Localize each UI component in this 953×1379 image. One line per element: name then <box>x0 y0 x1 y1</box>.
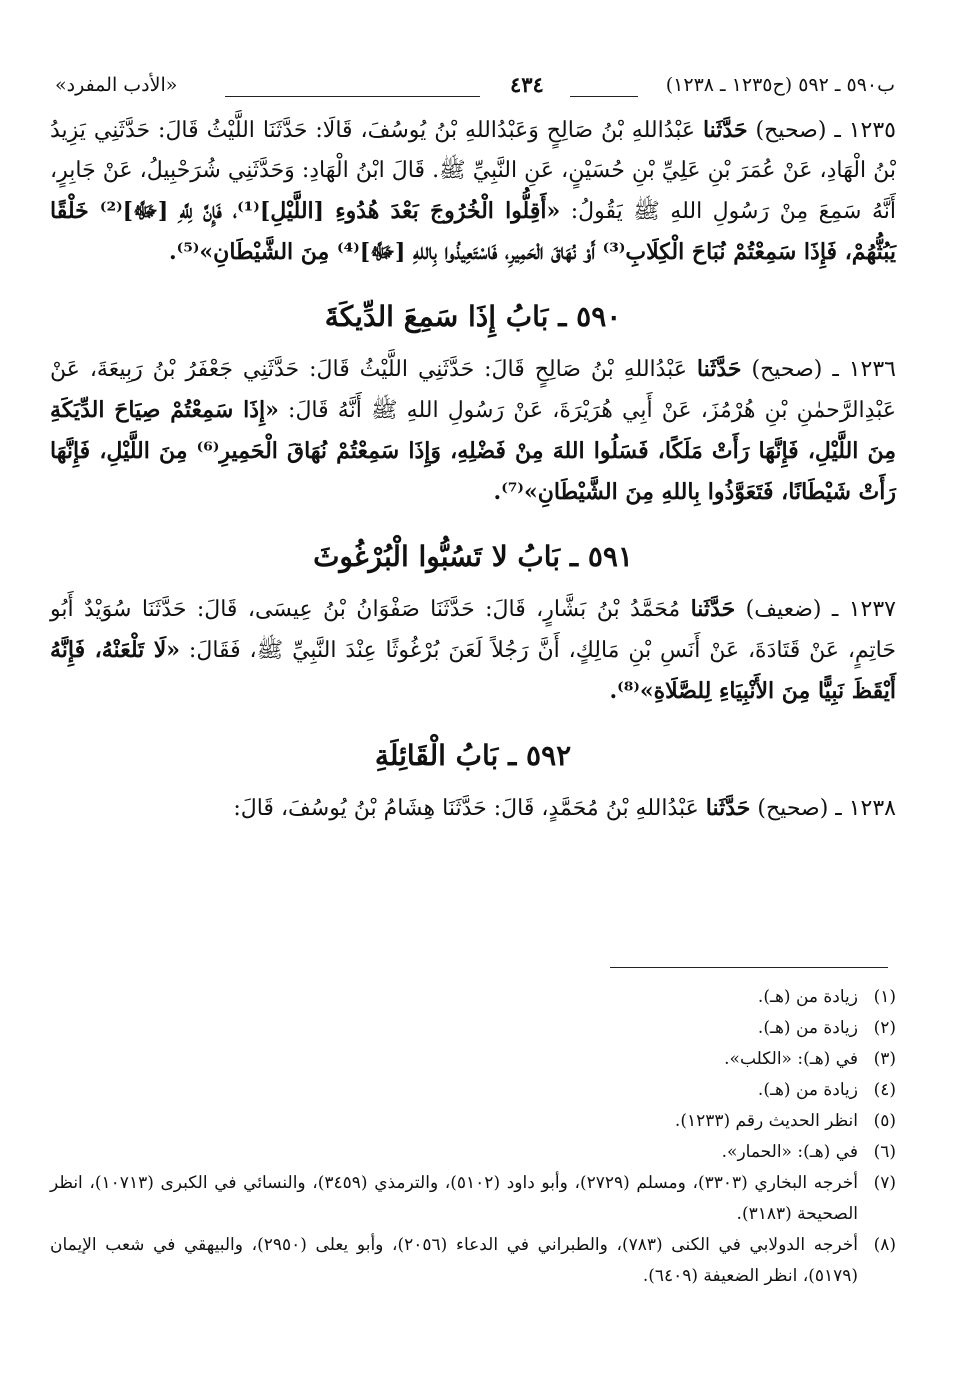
narration-lead: حَدَّثَنا <box>705 795 751 821</box>
hadith-grade: (صحيح) <box>751 357 823 382</box>
chapter-heading: ٥٩١ ـ بَابُ لا تَسُبُّوا الْبُرْغُوثَ <box>313 540 633 573</box>
footnote-text: انظر الحديث رقم (١٢٣٣). <box>674 1111 858 1131</box>
narration-lead: حَدَّثَنا <box>690 596 736 622</box>
header-rule <box>225 96 480 97</box>
footnote-number: (٢) <box>873 1018 896 1038</box>
hadith-grade: (صحيح) <box>757 796 829 821</box>
chapter-heading: ٥٩٢ ـ بَابُ الْقَائِلَةِ <box>374 739 572 772</box>
footnote-number: (٦) <box>873 1142 896 1162</box>
header-section-range: ب٥٩٠ ـ ٥٩٢ (ح١٢٣٥ ـ ١٢٣٨) <box>665 74 895 96</box>
hadith-isnad: عَبْدُاللهِ بْنُ صَالِحٍ وَعَبْدُاللهِ بْنُ يُوسُفَ، قَالَا: حَدَّثَنَا اللَّيْثُ قَالَ: حَدَّثَنِي يَزِيدُ بْنُ الْهَادِ، عَنْ عُمَرَ بْنِ عَلِيِّ بْنِ حُسَيْنٍ، عَنِ النَّبِيِّ ﷺ. قَالَ ابْنُ الْهَادِ: وَحَدَّثَنِي شُرَحْبِيلُ، عَنْ جَابِرٍ، أَنَّهُ سَمِعَ مِنْ رَسُولِ اللهِ ﷺ يَقُولُ: <box>50 118 896 224</box>
hadith-grade: (صحيح) <box>755 118 827 143</box>
footnote-text: زيادة من (هـ). <box>757 987 858 1007</box>
footnote-number: (٥) <box>873 1111 896 1131</box>
footnote-number: (٤) <box>873 1080 896 1100</box>
footnote-separator <box>610 967 888 968</box>
footnote <box>50 1075 896 1106</box>
hadith-number: ١٢٣٨ ـ <box>835 796 896 821</box>
footnote-text: أخرجه الدولابي في الكنى (٧٨٣)، والطبراني في الدعاء (٢٠٥٦)، وأبو يعلى (٢٩٥٠)، والبيهقي في شعب الإيمان (٥١٧٩)، انظر الضعيفة (٦٤٠٩). <box>50 1235 858 1286</box>
footnote <box>50 1137 896 1168</box>
footnote <box>50 982 896 1013</box>
hadith-1236 <box>50 349 896 513</box>
hadith-isnad: مُحَمَّدُ بْنُ بَشَّارٍ، قَالَ: حَدَّثَنَا صَفْوَانُ بْنُ عِيسَى، قَالَ: حَدَّثَنَا سُوَيْدٌ أَبُو حَاتِمٍ، عَنْ قَتَادَةَ، عَنْ أَنَسِ بْنِ مَالِكٍ، أَنَّ رَجُلاً لَعَنَ بُرْغُوثًا عِنْدَ النَّبِيِّ ﷺ، فَقَالَ: <box>50 597 896 663</box>
hadith-number: ١٢٣٧ ـ <box>831 597 896 622</box>
page-body <box>50 110 896 829</box>
header-book-title: «الأدب المفرد» <box>55 74 178 96</box>
hadith-isnad: عَبْدُاللهِ بْنُ صَالِحٍ قَالَ: حَدَّثَنِي اللَّيْثُ قَالَ: حَدَّثَنِي جَعْفَرُ بْنُ رَبِيعَةَ، عَنْ عَبْدِالرَّحمٰنِ بْنِ هُرْمُزَ، عَنْ أَبِي هُرَيْرَةَ، عَنْ رَسُولِ اللهِ ﷺ أَنَّهُ قَالَ: <box>50 357 896 423</box>
hadith-isnad: عَبْدُاللهِ بْنُ مُحَمَّدٍ، قَالَ: حَدَّثَنَا هِشَامُ بْنُ يُوسُفَ، قَالَ: <box>233 796 699 821</box>
footnote-number: (١) <box>873 987 896 1007</box>
footnote-text: في (هـ): «الحمار». <box>721 1142 858 1162</box>
footnote-number: (٨) <box>873 1235 896 1255</box>
hadith-matn: «أَقِلُّوا الْخُرُوجَ بَعْدَ هُدُوءِ [اللَّيْلِ]⁽¹⁾، فَإِنَّ لِلَّهِ [ﷻ]⁽²⁾ خَلْقًا يَبُثُّهُمْ، فَإِذَا سَمِعْتُمْ نُبَاحَ الْكِلَابِ⁽³⁾ أَوْ نُهَاقَ الْحَمِيرِ، فَاسْتَعِيذُوا بِاللهِ [ﷻ]⁽⁴⁾ مِنَ الشَّيْطَانِ»⁽⁵⁾. <box>50 198 896 265</box>
header-rule <box>570 96 638 97</box>
footnote-number: (٣) <box>873 1049 896 1069</box>
footnote-text: زيادة من (هـ). <box>757 1080 858 1100</box>
footnote-text: زيادة من (هـ). <box>757 1018 858 1038</box>
footnote <box>50 1168 896 1230</box>
footnote <box>50 1106 896 1137</box>
chapter-heading: ٥٩٠ ـ بَابُ إِذَا سَمِعَ الدِّيكَةَ <box>324 300 622 333</box>
hadith-matn: «لَا تَلْعَنْهُ، فَإِنَّهُ أَيْقَظَ نَبِيًّا مِنَ الأَنْبِيَاءِ لِلصَّلَاةِ»⁽⁸⁾. <box>50 637 896 704</box>
footnote <box>50 1044 896 1075</box>
hadith-number: ١٢٣٦ ـ <box>832 357 896 382</box>
hadith-grade: (ضعيف) <box>745 597 822 622</box>
hadith-1237 <box>50 589 896 712</box>
running-header <box>55 74 895 110</box>
hadith-number: ١٢٣٥ ـ <box>834 118 896 143</box>
footnote <box>50 1013 896 1044</box>
footnote-text: في (هـ): «الكلب». <box>724 1049 858 1069</box>
page-number: ٤٣٤ <box>510 72 544 97</box>
footnote-text: أخرجه البخاري (٣٣٠٣)، ومسلم (٢٧٢٩)، وأبو داود (٥١٠٢)، والترمذي (٣٤٥٩)، والنسائي في الكبرى (١٠٧١٣)، انظر الصحيحة (٣١٨٣). <box>50 1173 858 1224</box>
hadith-matn: «إِذَا سَمِعْتُمْ صِيَاحَ الدِّيَكَةِ مِنَ اللَّيْلِ، فَإِنَّهَا رَأَتْ مَلَكًا، فَسَلُوا اللهَ مِنْ فَضْلِهِ، وَإِذَا سَمِعْتُمْ نُهَاقَ الْحَمِيرِ⁽⁶⁾ مِنَ اللَّيْلِ، فَإِنَّهَا رَأَتْ شَيْطَانًا، فَتَعَوَّذُوا بِاللهِ مِنَ الشَّيْطَانِ»⁽⁷⁾. <box>50 397 896 505</box>
hadith-1238 <box>50 788 896 829</box>
hadith-1235 <box>50 110 896 273</box>
footnote-number: (٧) <box>873 1173 896 1193</box>
footnotes <box>50 982 896 1292</box>
narration-lead: حَدَّثَنا <box>696 356 742 382</box>
footnote <box>50 1230 896 1292</box>
narration-lead: حَدَّثَنا <box>702 117 748 143</box>
